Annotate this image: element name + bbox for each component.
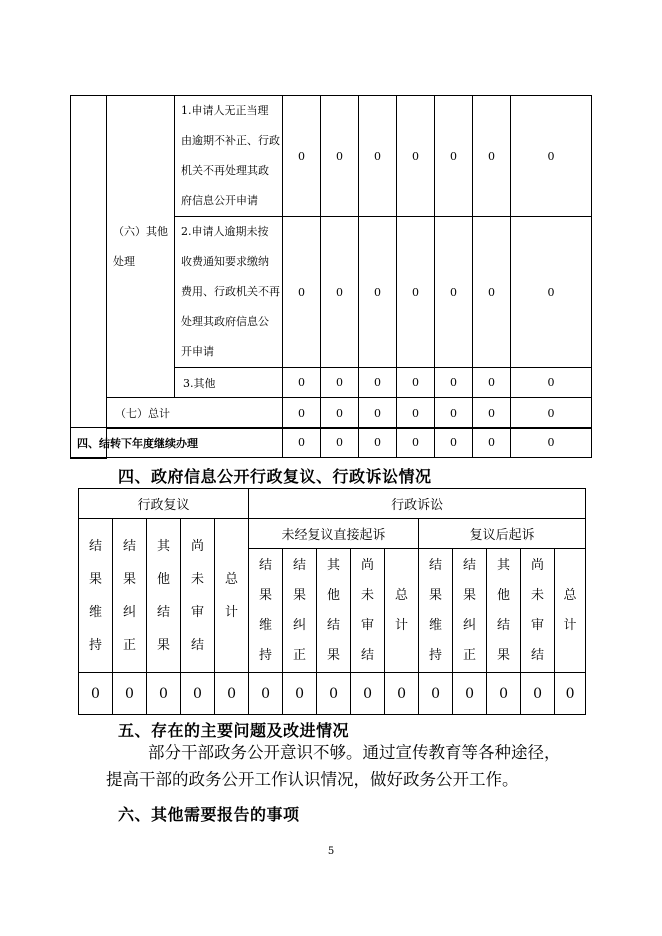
value-cell: 0 — [359, 368, 397, 398]
value-cell: 0 — [473, 217, 511, 368]
col-header: 总计 — [215, 519, 249, 673]
value-cell: 0 — [521, 673, 555, 715]
section-heading: 五、存在的主要问题及改进情况 — [118, 721, 350, 740]
value-cell: 0 — [473, 368, 511, 398]
value-cell: 0 — [215, 673, 249, 715]
carry-over-table — [70, 427, 592, 458]
value-cell: 0 — [283, 96, 321, 217]
value-cell: 0 — [511, 428, 592, 458]
value-cell: 0 — [397, 398, 435, 429]
value-cell: 0 — [359, 96, 397, 217]
value-cell: 0 — [435, 217, 473, 368]
row-label-cell — [175, 96, 283, 217]
value-cell: 0 — [283, 217, 321, 368]
col-header: 其他结果 — [147, 519, 181, 673]
col-header: 结果维持 — [419, 549, 453, 673]
value-cell: 0 — [419, 673, 453, 715]
page-number: 5 — [327, 846, 335, 857]
body-paragraph-line: 提高干部的政务公开工作认识情况，做好政务公开工作。 — [106, 770, 519, 789]
left-spacer-cell — [71, 96, 107, 459]
value-cell: 0 — [283, 428, 321, 458]
row-label-line: 机关不再处理其政 — [181, 164, 269, 177]
col-header: 结果纠正 — [453, 549, 487, 673]
direct-header: 未经复议直接起诉 — [249, 519, 419, 549]
value-cell: 0 — [473, 96, 511, 217]
group-label-line: 处理 — [113, 254, 135, 268]
value-cell: 0 — [283, 673, 317, 715]
value-cell: 0 — [453, 673, 487, 715]
row-label-line: 由逾期不补正、行政 — [181, 134, 280, 147]
value-cell: 0 — [397, 428, 435, 458]
value-cell: 0 — [181, 673, 215, 715]
value-cell: 0 — [397, 217, 435, 368]
col-header: 结果维持 — [79, 519, 113, 673]
col-header: 总计 — [385, 549, 419, 673]
total-label-cell: （七）总计 — [107, 398, 283, 429]
review-litigation-table — [78, 488, 586, 715]
value-cell: 0 — [555, 673, 586, 715]
section-heading: 四、政府信息公开行政复议、行政诉讼情况 — [118, 467, 432, 486]
group-label-line: （六）其他 — [113, 224, 168, 238]
col-header: 结果纠正 — [113, 519, 147, 673]
row-label-cell — [175, 217, 283, 368]
other-processing-table — [70, 95, 592, 459]
value-cell: 0 — [359, 217, 397, 368]
row-label-line: 1.申请人无正当理 — [181, 104, 269, 117]
table-row — [71, 398, 592, 429]
value-cell: 0 — [385, 673, 419, 715]
table-row — [79, 673, 586, 715]
table-row — [79, 489, 586, 519]
value-cell: 0 — [321, 368, 359, 398]
col-header: 尚未审结 — [351, 549, 385, 673]
value-cell: 0 — [435, 96, 473, 217]
value-cell: 0 — [487, 673, 521, 715]
value-cell: 0 — [473, 398, 511, 429]
col-header: 其他结果 — [487, 549, 521, 673]
value-cell: 0 — [249, 673, 283, 715]
litigation-header: 行政诉讼 — [249, 489, 586, 519]
value-cell: 0 — [473, 428, 511, 458]
col-header: 结果维持 — [249, 549, 283, 673]
value-cell: 0 — [359, 398, 397, 429]
col-header: 总计 — [555, 549, 586, 673]
value-cell: 0 — [435, 398, 473, 429]
value-cell: 0 — [321, 96, 359, 217]
row-label-line: 开申请 — [181, 345, 214, 358]
value-cell: 0 — [317, 673, 351, 715]
value-cell: 0 — [511, 217, 592, 368]
value-cell: 0 — [435, 368, 473, 398]
after-header: 复议后起诉 — [419, 519, 586, 549]
value-cell: 0 — [359, 428, 397, 458]
value-cell: 0 — [511, 96, 592, 217]
value-cell: 0 — [351, 673, 385, 715]
table-row — [71, 96, 592, 217]
col-header: 尚未审结 — [181, 519, 215, 673]
row-label-cell: 3.其他 — [175, 368, 283, 398]
col-header: 尚未审结 — [521, 549, 555, 673]
row-label-line: 收费通知要求缴纳 — [181, 255, 269, 268]
row-label-line: 府信息公开申请 — [181, 194, 258, 207]
review-header: 行政复议 — [79, 489, 249, 519]
value-cell: 0 — [397, 96, 435, 217]
row-label-line: 2.申请人逾期未按 — [181, 225, 269, 238]
value-cell: 0 — [321, 428, 359, 458]
value-cell: 0 — [79, 673, 113, 715]
value-cell: 0 — [283, 398, 321, 429]
value-cell: 0 — [511, 398, 592, 429]
table-row — [79, 519, 586, 549]
col-header: 其他结果 — [317, 549, 351, 673]
value-cell: 0 — [397, 368, 435, 398]
value-cell: 0 — [321, 398, 359, 429]
table-row — [71, 428, 592, 458]
value-cell: 0 — [435, 428, 473, 458]
value-cell: 0 — [147, 673, 181, 715]
group-label-cell — [107, 96, 175, 398]
row-label-line: 处理其政府信息公 — [181, 315, 269, 328]
row-label-line: 费用、行政机关不再 — [181, 285, 280, 298]
value-cell: 0 — [283, 368, 321, 398]
section-heading: 六、其他需要报告的事项 — [118, 805, 300, 824]
value-cell: 0 — [511, 368, 592, 398]
col-header: 结果纠正 — [283, 549, 317, 673]
value-cell: 0 — [113, 673, 147, 715]
carry-label-cell: 四、结转下年度继续办理 — [71, 428, 283, 458]
body-paragraph-line: 部分干部政务公开意识不够。通过宣传教育等各种途径， — [148, 743, 561, 762]
value-cell: 0 — [321, 217, 359, 368]
